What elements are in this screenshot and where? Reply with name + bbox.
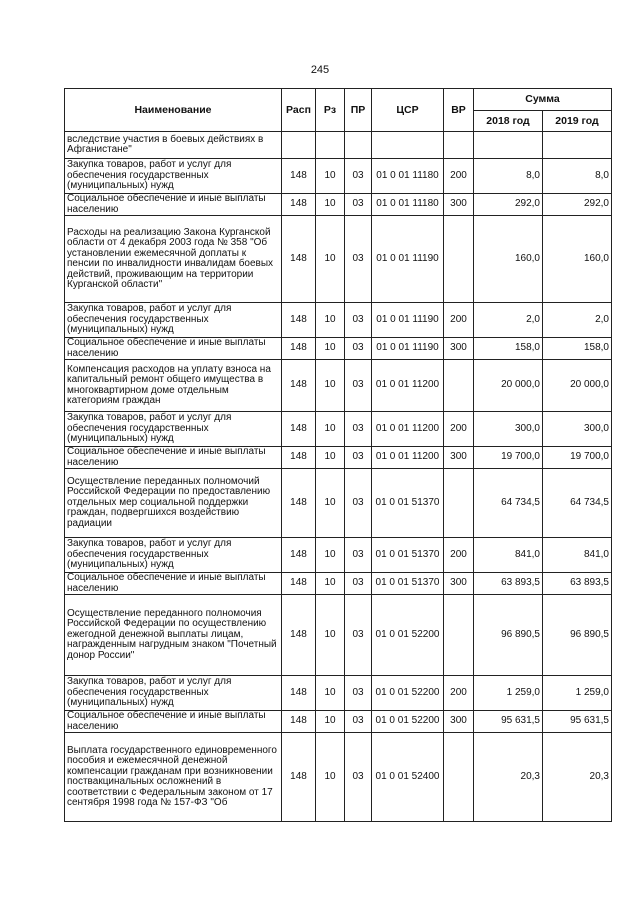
row-csr: 01 0 01 11180 (372, 159, 444, 194)
row-rz: 10 (316, 573, 345, 595)
row-rz: 10 (316, 711, 345, 733)
row-name: Закупка товаров, работ и услуг для обеспечения государственных (муниципальных) нужд (65, 412, 282, 447)
row-vr (444, 733, 474, 822)
row-2019: 160,0 (543, 216, 612, 303)
row-rasp (282, 132, 316, 159)
row-csr: 01 0 01 11200 (372, 360, 444, 412)
row-name: Закупка товаров, работ и услуг для обеспечения государственных (муниципальных) нужд (65, 676, 282, 711)
row-pr: 03 (345, 733, 372, 822)
row-name: Осуществление переданных полномочий Российской Федерации по предоставлению отдельных мер социальной поддержки граждан, подвергшихся воздействию радиации (65, 469, 282, 538)
row-2019: 841,0 (543, 538, 612, 573)
row-csr: 01 0 01 52400 (372, 733, 444, 822)
row-rasp: 148 (282, 159, 316, 194)
table-row (65, 538, 612, 573)
header-sum: Сумма (474, 89, 612, 111)
row-pr: 03 (345, 447, 372, 469)
table-row (65, 711, 612, 733)
row-csr: 01 0 01 52200 (372, 711, 444, 733)
row-name: Расходы на реализацию Закона Курганской области от 4 декабря 2003 года № 358 "Об установлении ежемесячной доплаты к пенсии по инвалидности инвалидам боевых действий, проживающим на территории Курганской области" (65, 216, 282, 303)
row-vr (444, 469, 474, 538)
row-pr: 03 (345, 303, 372, 338)
row-rz: 10 (316, 733, 345, 822)
row-pr: 03 (345, 711, 372, 733)
row-name: Осуществление переданного полномочия Российской Федерации по осуществлению ежегодной денежной выплаты лицам, награжденным нагрудным знаком "Почетный донор России" (65, 595, 282, 676)
row-rasp: 148 (282, 573, 316, 595)
page-number: 245 (310, 64, 330, 76)
row-rz: 10 (316, 447, 345, 469)
row-name: Социальное обеспечение и иные выплаты населению (65, 447, 282, 469)
row-vr (444, 132, 474, 159)
row-vr (444, 595, 474, 676)
row-2019: 8,0 (543, 159, 612, 194)
row-2019: 20 000,0 (543, 360, 612, 412)
row-csr: 01 0 01 11190 (372, 216, 444, 303)
row-rz: 10 (316, 360, 345, 412)
row-name: Закупка товаров, работ и услуг для обеспечения государственных (муниципальных) нужд (65, 538, 282, 573)
row-pr: 03 (345, 595, 372, 676)
row-csr: 01 0 01 51370 (372, 538, 444, 573)
row-2019 (543, 132, 612, 159)
table-row (65, 216, 612, 303)
row-rasp: 148 (282, 412, 316, 447)
table-row (65, 447, 612, 469)
row-vr: 300 (444, 711, 474, 733)
row-2018: 64 734,5 (474, 469, 543, 538)
row-2018 (474, 132, 543, 159)
row-2018: 2,0 (474, 303, 543, 338)
header-vr: ВР (444, 89, 474, 132)
row-name: Социальное обеспечение и иные выплаты населению (65, 711, 282, 733)
table-row (65, 194, 612, 216)
header-name: Наименование (65, 89, 282, 132)
row-pr: 03 (345, 573, 372, 595)
row-name: Социальное обеспечение и иные выплаты населению (65, 338, 282, 360)
row-pr: 03 (345, 194, 372, 216)
table-row-continuation (65, 132, 612, 159)
table-row (65, 338, 612, 360)
row-vr: 300 (444, 194, 474, 216)
row-pr: 03 (345, 412, 372, 447)
table-row (65, 595, 612, 676)
row-pr: 03 (345, 338, 372, 360)
row-name: Социальное обеспечение и иные выплаты населению (65, 573, 282, 595)
row-2018: 20,3 (474, 733, 543, 822)
row-2019: 95 631,5 (543, 711, 612, 733)
row-2018: 300,0 (474, 412, 543, 447)
row-pr: 03 (345, 676, 372, 711)
row-2018: 160,0 (474, 216, 543, 303)
header-pr: ПР (345, 89, 372, 132)
table-row (65, 733, 612, 822)
row-rasp: 148 (282, 711, 316, 733)
row-vr: 300 (444, 447, 474, 469)
row-rasp: 148 (282, 733, 316, 822)
row-2019: 20,3 (543, 733, 612, 822)
row-rasp: 148 (282, 216, 316, 303)
budget-table (64, 88, 612, 822)
row-2019: 2,0 (543, 303, 612, 338)
row-name: Компенсация расходов на уплату взноса на капитальный ремонт общего имущества в многоквартирном доме отдельным категориям граждан (65, 360, 282, 412)
row-rasp: 148 (282, 360, 316, 412)
header-year-2018: 2018 год (474, 110, 543, 132)
row-csr: 01 0 01 52200 (372, 595, 444, 676)
row-csr (372, 132, 444, 159)
row-2018: 95 631,5 (474, 711, 543, 733)
row-2018: 20 000,0 (474, 360, 543, 412)
table-row (65, 159, 612, 194)
row-rz: 10 (316, 412, 345, 447)
row-2019: 19 700,0 (543, 447, 612, 469)
row-rasp: 148 (282, 676, 316, 711)
row-2019: 158,0 (543, 338, 612, 360)
row-2018: 96 890,5 (474, 595, 543, 676)
row-pr: 03 (345, 159, 372, 194)
row-csr: 01 0 01 51370 (372, 573, 444, 595)
header-rasp: Расп (282, 89, 316, 132)
row-rz: 10 (316, 595, 345, 676)
row-2018: 63 893,5 (474, 573, 543, 595)
row-vr: 200 (444, 303, 474, 338)
row-2019: 300,0 (543, 412, 612, 447)
row-rasp: 148 (282, 595, 316, 676)
table-row (65, 469, 612, 538)
row-2018: 158,0 (474, 338, 543, 360)
row-pr: 03 (345, 360, 372, 412)
row-rz: 10 (316, 676, 345, 711)
table-row (65, 676, 612, 711)
row-2019: 63 893,5 (543, 573, 612, 595)
row-name: Выплата государственного единовременного пособия и ежемесячной денежной компенсации гражданам при возникновении поствакцинальных осложнений в соответствии с Федеральным законом от 17 сентября 1998 года № 157-ФЗ "Об (65, 733, 282, 822)
row-2018: 8,0 (474, 159, 543, 194)
table-row (65, 360, 612, 412)
row-vr: 200 (444, 676, 474, 711)
row-csr: 01 0 01 11190 (372, 338, 444, 360)
row-name: Закупка товаров, работ и услуг для обеспечения государственных (муниципальных) нужд (65, 303, 282, 338)
row-2018: 19 700,0 (474, 447, 543, 469)
row-2019: 64 734,5 (543, 469, 612, 538)
row-2019: 292,0 (543, 194, 612, 216)
row-vr: 200 (444, 412, 474, 447)
row-csr: 01 0 01 11200 (372, 447, 444, 469)
row-pr (345, 132, 372, 159)
row-csr: 01 0 01 11190 (372, 303, 444, 338)
row-csr: 01 0 01 11200 (372, 412, 444, 447)
row-vr: 300 (444, 338, 474, 360)
row-2018: 292,0 (474, 194, 543, 216)
header-csr: ЦСР (372, 89, 444, 132)
row-vr: 300 (444, 573, 474, 595)
row-rasp: 148 (282, 538, 316, 573)
row-rasp: 148 (282, 338, 316, 360)
header-rz: Рз (316, 89, 345, 132)
row-vr (444, 216, 474, 303)
row-rz: 10 (316, 338, 345, 360)
row-rz: 10 (316, 469, 345, 538)
row-2018: 841,0 (474, 538, 543, 573)
row-vr: 200 (444, 538, 474, 573)
row-2018: 1 259,0 (474, 676, 543, 711)
table-row (65, 573, 612, 595)
row-rasp: 148 (282, 447, 316, 469)
row-vr: 200 (444, 159, 474, 194)
row-vr (444, 360, 474, 412)
row-pr: 03 (345, 469, 372, 538)
row-name: Закупка товаров, работ и услуг для обеспечения государственных (муниципальных) нужд (65, 159, 282, 194)
row-pr: 03 (345, 216, 372, 303)
header-year-2019: 2019 год (543, 110, 612, 132)
row-name: вследствие участия в боевых действиях в Афганистане" (65, 132, 282, 159)
row-rasp: 148 (282, 469, 316, 538)
row-2019: 1 259,0 (543, 676, 612, 711)
row-rz (316, 132, 345, 159)
row-name: Социальное обеспечение и иные выплаты населению (65, 194, 282, 216)
row-rz: 10 (316, 303, 345, 338)
table-row (65, 303, 612, 338)
row-csr: 01 0 01 51370 (372, 469, 444, 538)
row-csr: 01 0 01 52200 (372, 676, 444, 711)
table-row (65, 412, 612, 447)
row-rz: 10 (316, 159, 345, 194)
row-rz: 10 (316, 538, 345, 573)
row-2019: 96 890,5 (543, 595, 612, 676)
row-rasp: 148 (282, 194, 316, 216)
row-pr: 03 (345, 538, 372, 573)
row-csr: 01 0 01 11180 (372, 194, 444, 216)
row-rz: 10 (316, 194, 345, 216)
row-rz: 10 (316, 216, 345, 303)
row-rasp: 148 (282, 303, 316, 338)
